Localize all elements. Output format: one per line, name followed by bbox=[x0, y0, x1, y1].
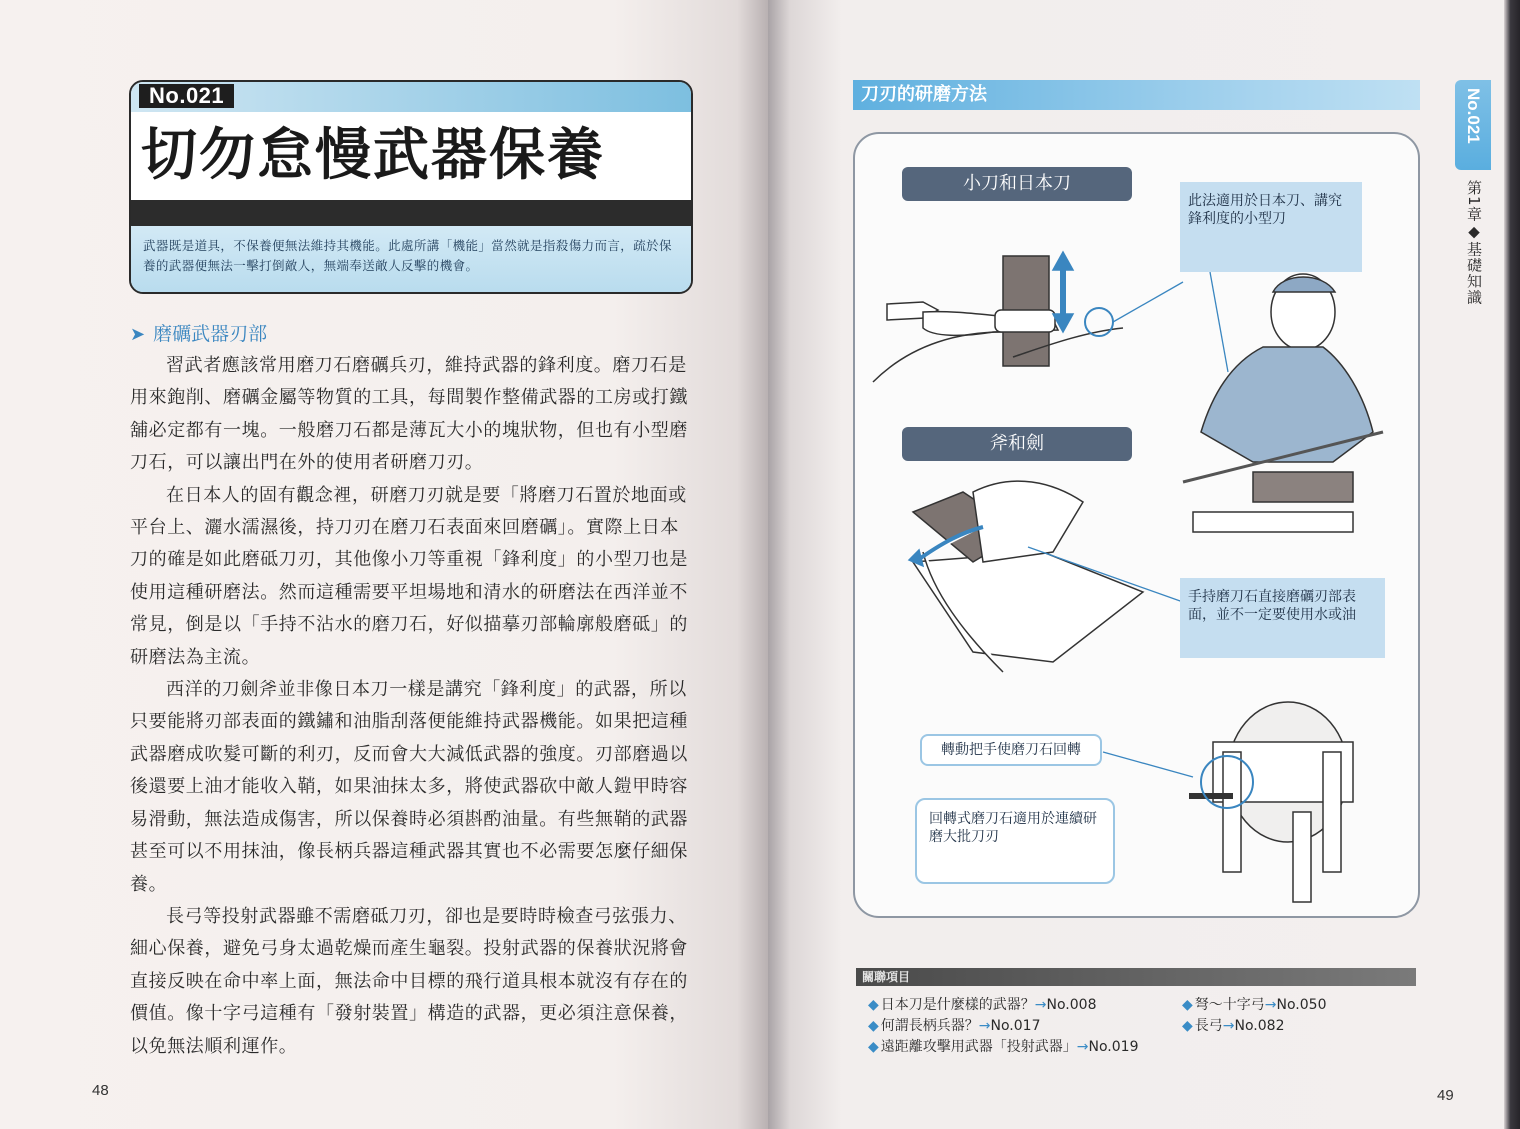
diagram-title-bar bbox=[853, 80, 1420, 110]
related-items-bar bbox=[856, 968, 1416, 986]
axe-handheld-stone-illustration bbox=[909, 481, 1143, 672]
note-rotary-grindstone: 回轉式磨刀石適用於連續研磨大批刀刃 bbox=[915, 798, 1115, 884]
paragraph-2: 在日本人的固有觀念裡，研磨刀刃就是要「將磨刀石置於地面或平台上、灑水濡濕後，持刀刃在磨刀石表面來回磨礪」。實際上日本刀的確是如此磨砥刀刃，其他像小刀等重視「鋒利度」的小型刀也是使用這種研磨法。然而這種需要平坦場地和清水的研磨法在西洋並不常見，倒是以「手持不沾水的磨刀石，好似描摹刃部輪廓般磨砥」的研磨法為主流。 bbox=[130, 484, 688, 668]
diamond-bullet-icon: ◆ bbox=[868, 997, 879, 1013]
page-number-left: 48 bbox=[92, 1082, 109, 1099]
arrow-icon: → bbox=[1034, 997, 1047, 1013]
section-heading-text: 磨礪武器刃部 bbox=[153, 323, 268, 345]
body-text bbox=[130, 350, 694, 1063]
arrow-icon: → bbox=[1076, 1039, 1089, 1055]
note-japanese-method: 此法適用於日本刀、講究鋒利度的小型刀 bbox=[1180, 182, 1362, 272]
diamond-bullet-icon: ◆ bbox=[1182, 1018, 1193, 1034]
page-title: 切勿怠慢武器保養 bbox=[141, 123, 605, 188]
related-item[interactable]: ◆ 弩～十字弓→No.050 bbox=[1182, 997, 1327, 1013]
paragraph-1: 習武者應該常用磨刀石磨礪兵刃，維持武器的鋒利度。磨刀石是用來鉋削、磨礪金屬等物質的工具，每間製作整備武器的工房或打鐵舖必定都有一塊。一般磨刀石都是薄瓦大小的塊狀物，但也有小型磨刀石，可以讓出門在外的使用者研磨刀刃。 bbox=[130, 355, 688, 474]
related-item[interactable]: ◆ 遠距離攻擊用武器「投射武器」→No.019 bbox=[868, 1039, 1139, 1055]
page-number-right: 49 bbox=[1437, 1087, 1454, 1104]
related-items-label: 關聯項目 bbox=[862, 970, 911, 984]
diamond-bullet-icon: ◆ bbox=[868, 1018, 879, 1034]
diagram-title: 刀刃的研磨方法 bbox=[861, 84, 987, 105]
label-knife-and-katana: 小刀和日本刀 bbox=[902, 167, 1132, 201]
arrow-icon: → bbox=[1264, 997, 1277, 1013]
note-handheld-stone: 手持磨刀石直接磨礪刃部表面，並不一定要使用水或油 bbox=[1180, 578, 1385, 658]
arrow-right-icon: ➤ bbox=[130, 324, 146, 345]
side-tab-number: No.021 bbox=[1464, 88, 1483, 144]
knife-whetstone-illustration bbox=[873, 252, 1123, 382]
title-divider bbox=[131, 200, 691, 226]
section-heading bbox=[130, 320, 267, 348]
title-box bbox=[129, 80, 693, 294]
label-axe-and-sword: 斧和劍 bbox=[902, 427, 1132, 461]
kneeling-swordsman-illustration bbox=[1183, 274, 1383, 532]
paragraph-3: 西洋的刀劍斧並非像日本刀一樣是講究「鋒利度」的武器，所以只要能將刃部表面的鐵鏽和油脂刮落便能維持武器機能。如果把這種武器磨成吹髮可斷的利刃，反而會大大減低武器的強度。刃部磨過以後還要上油才能收入鞘，如果油抹太多，將使武器砍中敵人鎧甲時容易滑動，無法造成傷害，所以保養時必須斟酌油量。有些無鞘的武器甚至可以不用抹油，像長柄兵器這種武器其實也不必需要怎麼仔細保養。 bbox=[130, 679, 688, 895]
rotary-grindstone-illustration bbox=[1189, 702, 1353, 902]
note-crank-rotation: 轉動把手使磨刀石回轉 bbox=[920, 734, 1102, 766]
diamond-bullet-icon: ◆ bbox=[1182, 997, 1193, 1013]
entry-number-tag: No.021 bbox=[139, 84, 234, 108]
book-edge bbox=[1504, 0, 1520, 1129]
arrow-icon: → bbox=[978, 1018, 991, 1034]
related-item[interactable]: ◆ 日本刀是什麼樣的武器？→No.008 bbox=[868, 997, 1097, 1013]
diamond-bullet-icon: ◆ bbox=[868, 1039, 879, 1055]
arrow-icon: → bbox=[1222, 1018, 1235, 1034]
intro-text: 武器既是道具，不保養便無法維持其機能。此處所講「機能」當然就是指殺傷力而言，疏於保養的武器便無法一擊打倒敵人，無端奉送敵人反擊的機會。 bbox=[143, 238, 672, 273]
intro-panel bbox=[131, 226, 691, 292]
side-chapter-label: 第1章◆基礎知識 bbox=[1465, 180, 1483, 306]
related-item[interactable]: ◆ 長弓→No.082 bbox=[1182, 1018, 1285, 1034]
paragraph-4: 長弓等投射武器雖不需磨砥刀刃，卻也是要時時檢查弓弦張力、細心保養，避免弓身太過乾燥而產生龜裂。投射武器的保養狀況將會直接反映在命中率上面，無法命中目標的飛行道具根本就沒有存在的價值。像十字弓這種有「發射裝置」構造的武器，更必須注意保養，以免無法順利運作。 bbox=[130, 905, 688, 1057]
related-item[interactable]: ◆ 何謂長柄兵器？→No.017 bbox=[868, 1018, 1041, 1034]
